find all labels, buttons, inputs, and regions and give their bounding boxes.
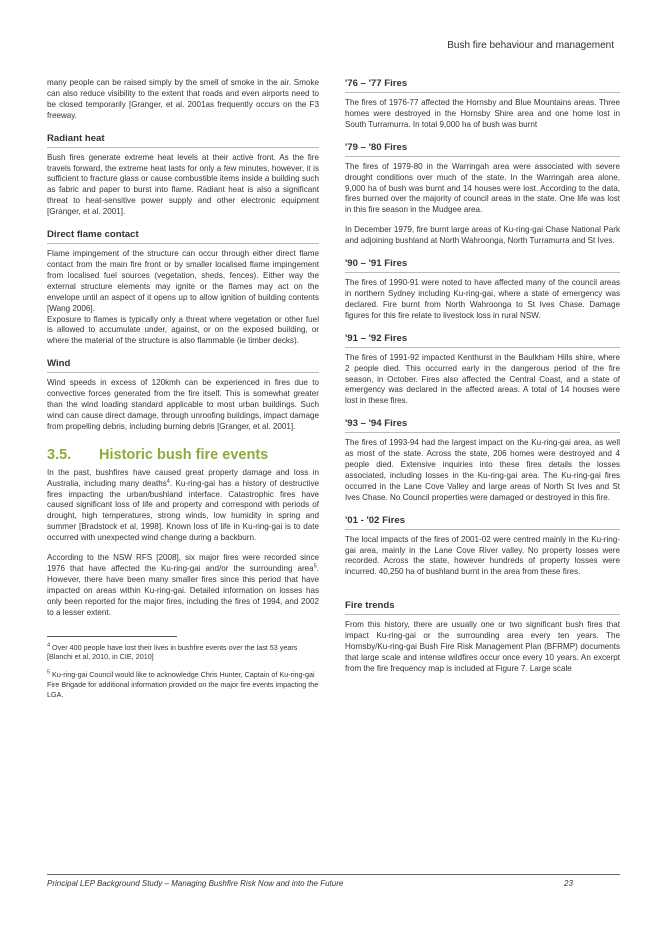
historic-p2-text-b: . However, there have been many smaller fires since this period that have impacted on areas within Ku-ring-gai. Detailed information on losses has only been reported for the major fires, including the fires of 1994, and 2002 to a lesser extent.	[47, 564, 319, 617]
footnote-4-number: 4	[47, 642, 51, 649]
fires-7677-heading: '76 – '77 Fires	[345, 78, 620, 93]
historic-p1-text-b: . Ku-ring-gai has a history of destructive fires impacting the urban/bushland interface. Catastrophic fires have caused significant loss of life and property and correspond with periods of drought, high temperatures, strong winds, low humidity in spring and summer [Bradstock et al, 1998]. Known loss of life in Ku-ring-gai is to date occurred with unexpected wind change during a backburn.	[47, 478, 319, 543]
wind-text: Wind speeds in excess of 120kmh can be experienced in fires due to convective forces generated from the fire itself. This is somewhat greater than the wind loading standard applicable to most urban buildings. Such wind can cause direct damage, through unroofing buildings, impact damage from propelling debris, including burning debris [Granger, et al. 2001].	[47, 378, 319, 431]
fires-0102-heading: '01 - '02 Fires	[345, 515, 620, 530]
fires-9192-text: The fires of 1991-92 impacted Kenthurst in the Baulkham Hills shire, where 2 people died. This occurred early in the dangerous period of the fire season, in October. Fires also affected the Central Coast, and a state of emergency was declared in the affected areas. A total of 14 houses were lost in these fires.	[345, 352, 620, 406]
wind-heading: Wind	[47, 358, 319, 373]
footnote-divider	[47, 636, 177, 637]
fires-7980-heading: '79 – '80 Fires	[345, 142, 620, 157]
fires-7980-text-1: The fires of 1979-80 in the Warringah area were associated with severe drought conditions over much of the state. In the Warringah area alone, 9,000 ha of bush was burnt and 14 houses were lost. According to the data, fires burned over the majority of council areas in the state. One life was lost in this fire season in the Mudgee area.	[345, 161, 620, 215]
historic-p1-text-a: In the past, bushfires have caused great property damage and loss in Australia, including many deaths	[47, 467, 319, 488]
historic-paragraph-1	[47, 468, 319, 544]
fire-trends-heading: Fire trends	[345, 600, 620, 615]
radiant-heat-text: Bush fires generate extreme heat levels at their active front. As the fire travels forward, the extreme heat lasts for only a few minutes, however, it is sufficient to fracture glass or cause combustible items inside a building such as fabric and paper to burst into flame. Radiant heat is also a significant threat to heat-sensitive power supply and other electronic equipment [Granger, et al. 2001].	[47, 152, 319, 217]
footnote-5-number: 5	[47, 669, 51, 676]
footnote-5	[47, 670, 319, 699]
footer-title: Principal LEP Background Study – Managing Bushfire Risk Now and into the Future	[47, 879, 344, 888]
footnote-ref-4: 4	[166, 477, 170, 484]
left-column	[47, 78, 319, 700]
running-header: Bush fire behaviour and management	[447, 40, 614, 51]
fires-9192-heading: '91 – '92 Fires	[345, 333, 620, 348]
footer-divider	[47, 874, 620, 875]
fires-9091-heading: '90 – '91 Fires	[345, 258, 620, 273]
historic-p2-text-a: According to the NSW RFS [2008], six major fires were recorded since 1976 that have affected the Ku-ring-gai and/or the surrounding area	[47, 553, 319, 573]
section-title: Historic bush fire events	[99, 446, 269, 463]
footnote-5-text: Ku-ring-gai Council would like to acknowledge Chris Hunter, Captain of Ku-ring-gai Fire Brigade for additional information provided on the major fire events impacting the LGA.	[47, 670, 319, 699]
footnote-4	[47, 643, 319, 663]
footnote-ref-5: 5	[313, 563, 317, 570]
fires-7677-text: The fires of 1976-77 affected the Hornsby and Blue Mountains areas. Three homes were destroyed in the Hornsby Shire area and one home lost in South Turramurra. In total 9,000 ha of bush was burnt	[345, 98, 620, 129]
footnote-4-text: Over 400 people have lost their lives in bushfire events over the last 53 years [Blanchi et al, 2010, in CIE, 2010]	[47, 642, 298, 662]
page-number: 23	[564, 879, 573, 888]
fires-0102-text: The local impacts of the fires of 2001-02 were centred mainly in the Ku-ring-gai area, mainly in the Lane Cove River valley. No property losses were recorded. Across the state, however hundreds of property losses were incurred. 40,250 ha of bushland burnt in the area from these fires.	[345, 534, 620, 577]
historic-paragraph-2	[47, 553, 319, 618]
fires-7980-text-2: In December 1979, fire burnt large areas of Ku-ring-gai Chase National Park and adjoining bushland at North Wahroonga, North Turramurra and St Ives.	[345, 225, 620, 246]
fires-9394-text: The fires of 1993-94 had the largest impact on the Ku-ring-gai area, as well as most of the state. Across the state, 206 homes were destroyed and 4 people died. Extensive inquiries into these fires details the losses associated, including losses in the Ku-ring-gai area. The Ku-ring-gai fires occurred in the Lane Cove Valley and large areas of North St Ives and St Ives Chase. No Council properties were damaged or destroyed in this fire.	[345, 438, 620, 502]
direct-flame-text-1: Flame impingement of the structure can occur through either direct flame contact from the main fire front or by smaller localised flame impingement from localised fuel sources (vegetation, sheds, fences). Either way the external structure elements may ignite or the flames may act on the envelope until an aspect of it opens up to allow ignition of building contents [Wang 2006].	[47, 249, 319, 313]
section-number: 3.5.	[47, 446, 72, 463]
section-heading	[47, 447, 319, 463]
intro-paragraph: many people can be raised simply by the smell of smoke in the air. Smoke can also reduce visibility to the extent that roads and even airports need to be closed temporarily [Granger, et al. 2001as frequently occurs on the F3 freeway.	[47, 78, 319, 120]
direct-flame-text-2: Exposure to flames is typically only a threat where vegetation or other fuel is allowed to accumulate under, against, or on the exposed building, or where the material of the structure is also flammable (ie timber decks).	[47, 314, 319, 346]
right-column	[345, 78, 620, 675]
radiant-heat-heading: Radiant heat	[47, 133, 319, 148]
direct-flame-heading: Direct flame contact	[47, 229, 319, 244]
fires-9091-text: The fires of 1990-91 were noted to have affected many of the council areas in northern Sydney including Ku-ring-gai, where a state of emergency was declared. Fire burnt from North Wahroonga to St Ives Chase. Damage figures for this fire relate to livestock loss in rural NSW.	[345, 278, 620, 320]
fire-trends-text: From this history, there are usually one or two significant bush fires that impact Ku-ring-gai or the surrounding area every ten years. The Hornsby/Ku-ring-gai Bush Fire Risk Management Plan (BFRMP) documents that large scale and intense wildfires occur once every 10 years. An excerpt from the fire frequency map is included at Figure 7. Large scale	[345, 620, 620, 673]
fires-9394-heading: '93 – '94 Fires	[345, 418, 620, 433]
